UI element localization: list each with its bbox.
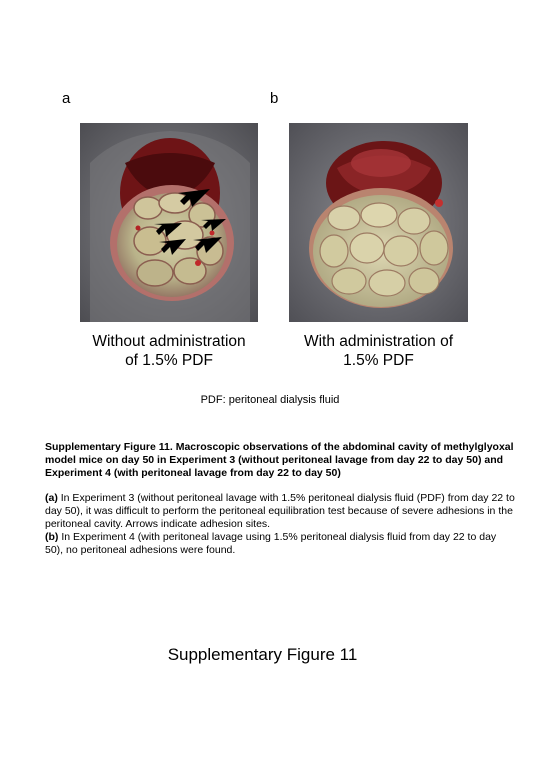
legend-marker-a: (a): [45, 492, 58, 504]
caption-a-line1: Without administration: [92, 333, 246, 350]
legend-text-a: In Experiment 3 (without peritoneal lavage with 1.5% peritoneal dialysis fluid (PDF) from day 22 to day 50), it was difficult to perform the peritoneal equilibration test because of severe adhesions in the peritoneal cavity. Arrows indicate adhesion sites.: [45, 492, 515, 530]
panel-label-a: a: [62, 90, 71, 107]
legend-paragraph-b: [45, 531, 515, 557]
caption-b-line2: 1.5% PDF: [343, 352, 414, 369]
legend-text-b: In Experiment 4 (with peritoneal lavage using 1.5% peritoneal dialysis fluid from day 22 to day 50), no peritoneal adhesions were found.: [45, 531, 497, 556]
legend-paragraph-a: [45, 492, 515, 531]
photo-panel-b: [289, 123, 468, 322]
abbreviation-note: PDF: peritoneal dialysis fluid: [200, 394, 340, 406]
caption-panel-b: [289, 332, 468, 370]
caption-b-line1: With administration of: [303, 333, 454, 350]
legend-title: Supplementary Figure 11. Macroscopic observations of the abdominal cavity of methylglyoxal model mice on day 50 in Experiment 3 (without peritoneal lavage from day 22 to day 50) and Experiment 4 (with peritoneal lavage from day 22 to day 50): [45, 441, 514, 479]
caption-panel-a: [80, 332, 258, 370]
legend-marker-b: (b): [45, 531, 59, 543]
photo-panel-a: [80, 123, 258, 322]
figure-footer-title: Supplementary Figure 11: [167, 645, 358, 664]
figure-legend: [45, 441, 515, 557]
panel-label-b: b: [270, 90, 279, 107]
caption-a-line2: of 1.5% PDF: [125, 352, 213, 369]
